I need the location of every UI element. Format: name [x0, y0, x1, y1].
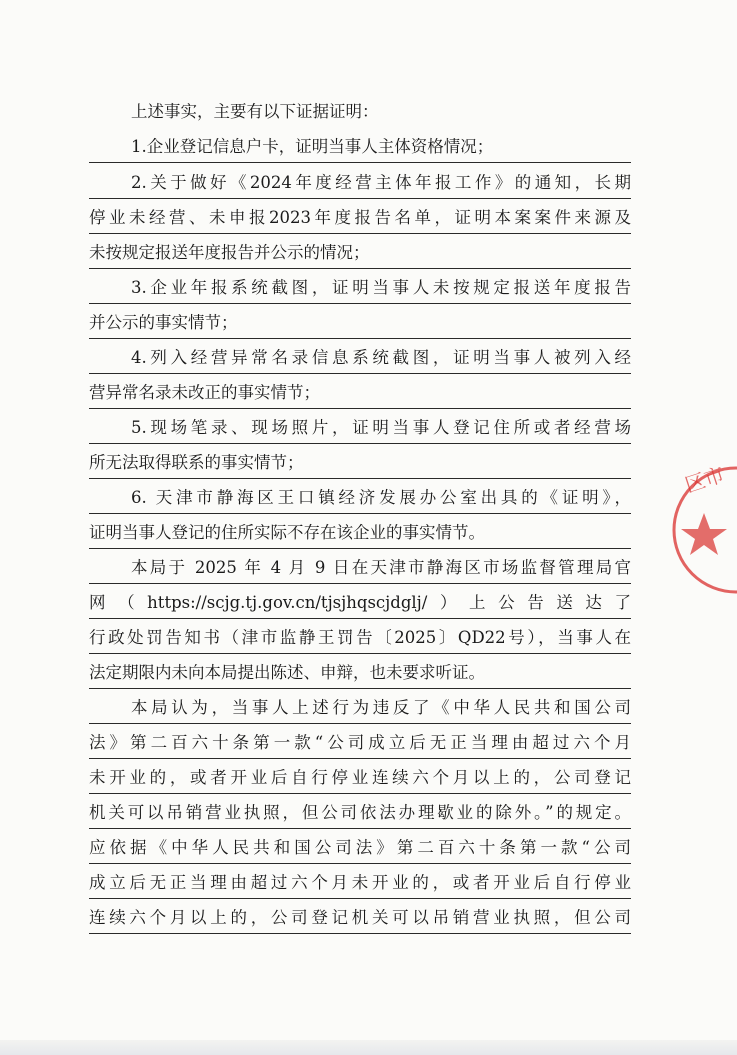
text-line: 上述事实，主要有以下证据证明：	[131, 102, 379, 121]
text-line: 证明当事人登记的住所实际不存在该企业的事实情节。	[89, 518, 631, 549]
text-line: 所无法取得联系的事实情节；	[89, 448, 631, 479]
text-line: 未开业的，或者开业后自行停业连续六个月以上的，公司登记	[89, 763, 631, 794]
text-line: 本局认为，当事人上述行为违反了《中华人民共和国公司	[89, 693, 631, 724]
text-line: 成立后无正当理由超过六个月未开业的，或者开业后自行停业	[89, 868, 631, 899]
text-line: 2.关于做好《2024年度经营主体年报工作》的通知，长期	[89, 168, 631, 199]
text-line: 4.列入经营异常名录信息系统截图，证明当事人被列入经	[89, 343, 631, 374]
text-line: 3.企业年报系统截图，证明当事人未按规定报送年度报告	[89, 273, 631, 304]
text-line: 并公示的事实情节；	[89, 308, 631, 339]
seal-text: 区市	[681, 462, 728, 498]
text-line: 网（https://scjg.tj.gov.cn/tjsjhqscjdglj/）上公告送达了	[89, 588, 631, 619]
text-line: 本局于 2025 年 4 月 9 日在天津市静海区市场监督管理局官	[89, 553, 631, 584]
text-line: 1.企业登记信息户卡，证明当事人主体资格情况；	[89, 132, 631, 163]
scan-edge	[0, 1040, 737, 1055]
text-line: 法定期限内未向本局提出陈述、申辩，也未要求听证。	[89, 658, 631, 689]
text-line: 连续六个月以上的，公司登记机关可以吊销营业执照，但公司	[89, 903, 631, 934]
official-seal-stamp	[668, 455, 737, 605]
text-line: 应依据《中华人民共和国公司法》第二百六十条第一款“公司	[89, 833, 631, 864]
text-line: 6. 天津市静海区王口镇经济发展办公室出具的《证明》，	[89, 483, 631, 514]
text-line: 机关可以吊销营业执照，但公司依法办理歇业的除外。”的规定。	[89, 798, 631, 829]
text-line: 营异常名录未改正的事实情节；	[89, 378, 631, 409]
text-line: 法》第二百六十条第一款“公司成立后无正当理由超过六个月	[89, 728, 631, 759]
text-line: 5.现场笔录、现场照片，证明当事人登记住所或者经营场	[89, 413, 631, 444]
text-line: 行政处罚告知书（津市监静王罚告〔2025〕QD22号），当事人在	[89, 623, 631, 654]
seal-star-icon	[681, 513, 727, 555]
text-line: 未按规定报送年度报告并公示的情况；	[89, 238, 631, 269]
text-line: 停业未经营、未申报2023年度报告名单，证明本案案件来源及	[89, 203, 631, 234]
